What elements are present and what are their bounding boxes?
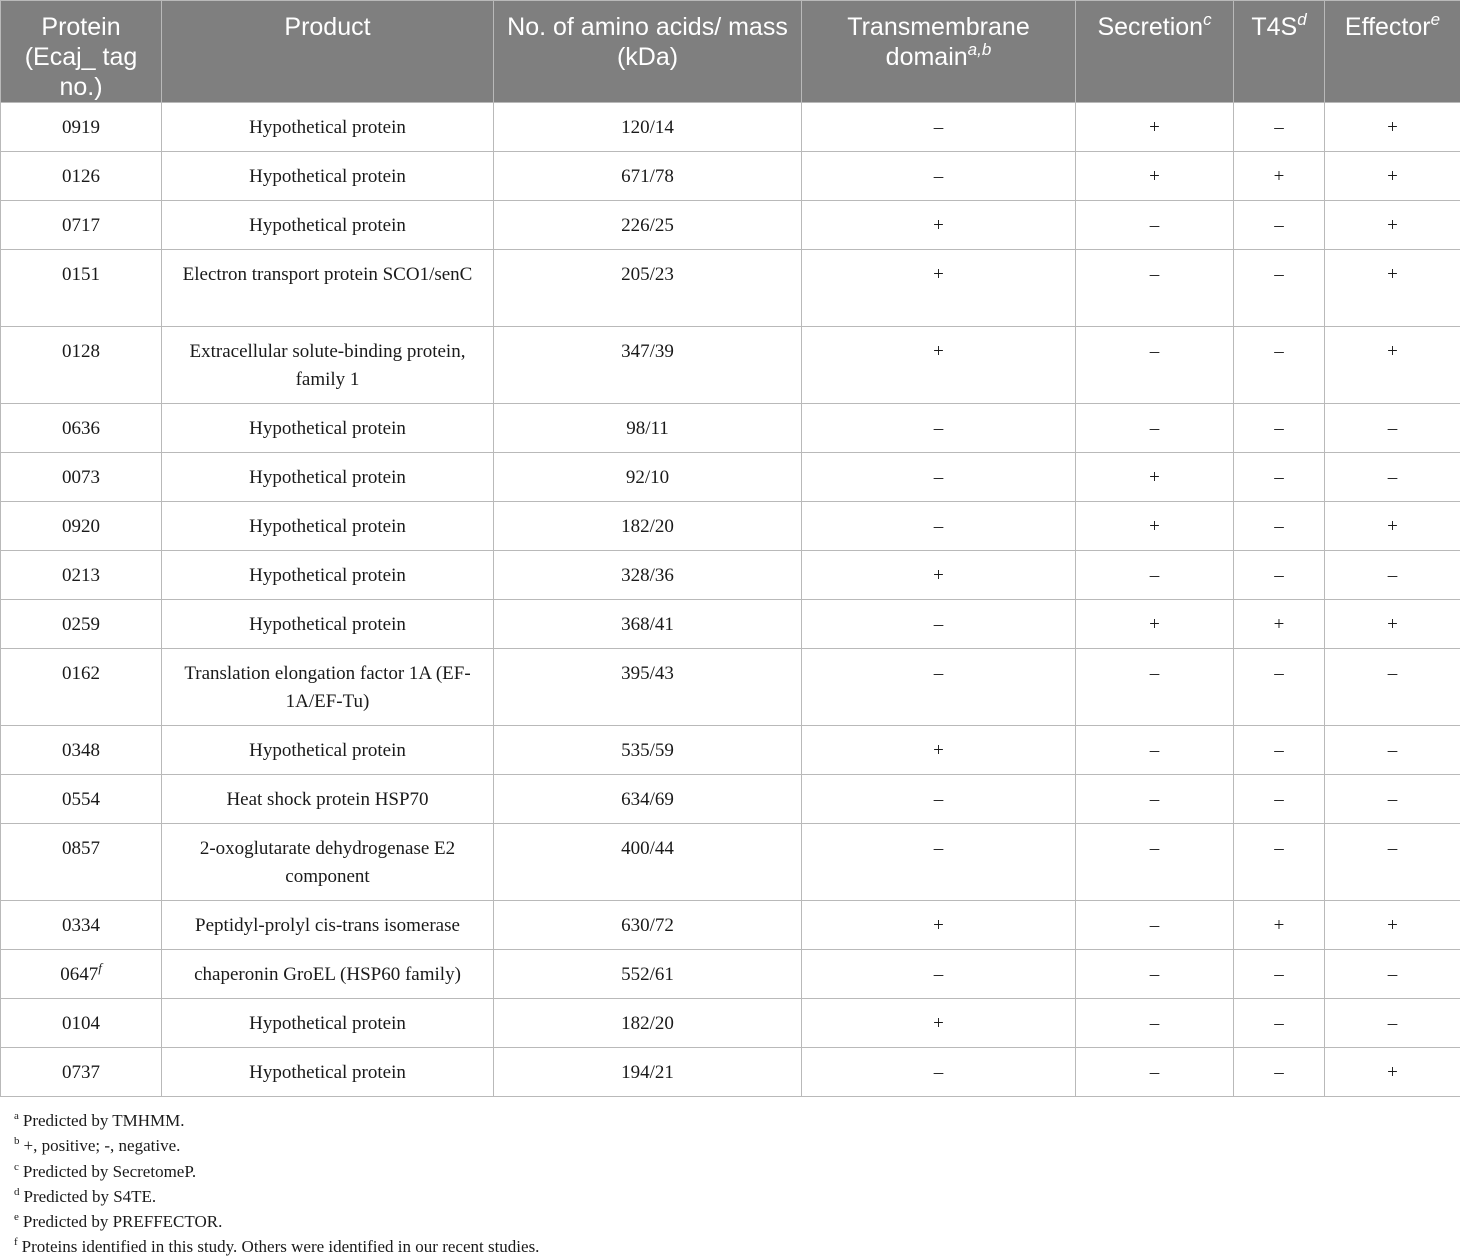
- cell-product: Peptidyl-prolyl cis-trans isomerase: [162, 901, 494, 950]
- cell-protein: 0126: [1, 152, 162, 201]
- table-row: [1, 649, 1460, 726]
- cell-effector: +: [1325, 600, 1460, 649]
- table-row: [1, 453, 1460, 502]
- cell-t4s: –: [1234, 824, 1325, 901]
- cell-t4s: +: [1234, 901, 1325, 950]
- cell-amino-acids-mass: 395/43: [494, 649, 802, 726]
- footnote: $^e$ Predicted by PREFFECTOR.: [14, 1209, 539, 1234]
- cell-effector: –: [1325, 999, 1460, 1048]
- cell-protein: 0348: [1, 726, 162, 775]
- cell-protein: 0554: [1, 775, 162, 824]
- cell-protein: 0636: [1, 404, 162, 453]
- cell-amino-acids-mass: 182/20: [494, 999, 802, 1048]
- cell-amino-acids-mass: 120/14: [494, 103, 802, 152]
- cell-protein: 0857: [1, 824, 162, 901]
- cell-amino-acids-mass: 634/69: [494, 775, 802, 824]
- cell-t4s: –: [1234, 950, 1325, 999]
- footnote: $^c$ Predicted by SecretomeP.: [14, 1159, 539, 1184]
- table-row: [1, 502, 1460, 551]
- cell-product: Hypothetical protein: [162, 726, 494, 775]
- cell-transmembrane: –: [802, 775, 1076, 824]
- table-row: [1, 201, 1460, 250]
- cell-effector: –: [1325, 404, 1460, 453]
- cell-transmembrane: +: [802, 999, 1076, 1048]
- table-row: [1, 999, 1460, 1048]
- cell-amino-acids-mass: 535/59: [494, 726, 802, 775]
- cell-amino-acids-mass: 92/10: [494, 453, 802, 502]
- cell-amino-acids-mass: 630/72: [494, 901, 802, 950]
- cell-t4s: –: [1234, 1048, 1325, 1097]
- cell-effector: +: [1325, 103, 1460, 152]
- cell-transmembrane: –: [802, 600, 1076, 649]
- cell-product: Hypothetical protein: [162, 551, 494, 600]
- cell-secretion: +: [1076, 103, 1234, 152]
- table-body: [1, 103, 1460, 1097]
- cell-transmembrane: –: [802, 649, 1076, 726]
- cell-effector: +: [1325, 327, 1460, 404]
- table-row: [1, 950, 1460, 999]
- header-protein: Protein (Ecaj_ tag no.): [1, 1, 162, 103]
- cell-product: Translation elongation factor 1A (EF-1A/EF-Tu): [162, 649, 494, 726]
- cell-amino-acids-mass: 226/25: [494, 201, 802, 250]
- cell-product: Hypothetical protein: [162, 1048, 494, 1097]
- cell-effector: –: [1325, 551, 1460, 600]
- cell-t4s: +: [1234, 152, 1325, 201]
- cell-amino-acids-mass: 98/11: [494, 404, 802, 453]
- cell-t4s: –: [1234, 726, 1325, 775]
- cell-secretion: –: [1076, 824, 1234, 901]
- table-row: [1, 103, 1460, 152]
- cell-secretion: –: [1076, 726, 1234, 775]
- cell-product: Extracellular solute-binding protein, family 1: [162, 327, 494, 404]
- header-secretion: Secretion$^c$: [1076, 1, 1234, 103]
- cell-protein: 0162: [1, 649, 162, 726]
- table-row: [1, 775, 1460, 824]
- cell-protein: 0151: [1, 250, 162, 327]
- cell-amino-acids-mass: 552/61: [494, 950, 802, 999]
- table-row: [1, 404, 1460, 453]
- cell-secretion: –: [1076, 201, 1234, 250]
- cell-amino-acids-mass: 328/36: [494, 551, 802, 600]
- cell-transmembrane: +: [802, 250, 1076, 327]
- footnote: $^f$ Proteins identified in this study. Others were identified in our recent studies.: [14, 1234, 539, 1259]
- cell-product: Electron transport protein SCO1/senC: [162, 250, 494, 327]
- footnote: $^b$ +, positive; -, negative.: [14, 1133, 539, 1158]
- cell-t4s: –: [1234, 250, 1325, 327]
- cell-t4s: –: [1234, 775, 1325, 824]
- cell-product: 2-oxoglutarate dehydrogenase E2 component: [162, 824, 494, 901]
- footnote-marker: f: [98, 960, 102, 975]
- cell-t4s: –: [1234, 327, 1325, 404]
- cell-effector: +: [1325, 502, 1460, 551]
- cell-protein: 0737: [1, 1048, 162, 1097]
- cell-effector: +: [1325, 1048, 1460, 1097]
- table-row: [1, 1048, 1460, 1097]
- cell-secretion: +: [1076, 502, 1234, 551]
- header-amino-acids-mass: No. of amino acids/ mass (kDa): [494, 1, 802, 103]
- cell-protein: 0073: [1, 453, 162, 502]
- cell-product: Hypothetical protein: [162, 103, 494, 152]
- cell-t4s: –: [1234, 103, 1325, 152]
- cell-transmembrane: –: [802, 1048, 1076, 1097]
- footnote: $^d$ Predicted by S4TE.: [14, 1184, 539, 1209]
- cell-secretion: –: [1076, 950, 1234, 999]
- cell-secretion: –: [1076, 649, 1234, 726]
- cell-transmembrane: +: [802, 551, 1076, 600]
- table-row: [1, 250, 1460, 327]
- table-row: [1, 726, 1460, 775]
- cell-secretion: +: [1076, 152, 1234, 201]
- cell-t4s: +: [1234, 600, 1325, 649]
- cell-secretion: –: [1076, 250, 1234, 327]
- cell-amino-acids-mass: 347/39: [494, 327, 802, 404]
- cell-t4s: –: [1234, 201, 1325, 250]
- cell-effector: +: [1325, 152, 1460, 201]
- footnotes: [14, 1108, 539, 1260]
- cell-product: Hypothetical protein: [162, 201, 494, 250]
- cell-secretion: +: [1076, 453, 1234, 502]
- table-header-row: [1, 1, 1460, 103]
- cell-product: Hypothetical protein: [162, 600, 494, 649]
- cell-transmembrane: –: [802, 950, 1076, 999]
- cell-effector: –: [1325, 950, 1460, 999]
- table-row: [1, 152, 1460, 201]
- cell-secretion: –: [1076, 327, 1234, 404]
- header-t4s: $T4S^d$: [1234, 1, 1325, 103]
- cell-protein: 0128: [1, 327, 162, 404]
- cell-secretion: –: [1076, 901, 1234, 950]
- cell-product: Hypothetical protein: [162, 404, 494, 453]
- cell-amino-acids-mass: 205/23: [494, 250, 802, 327]
- cell-effector: +: [1325, 201, 1460, 250]
- cell-effector: +: [1325, 901, 1460, 950]
- cell-protein: 0919: [1, 103, 162, 152]
- cell-secretion: –: [1076, 404, 1234, 453]
- cell-product: Heat shock protein HSP70: [162, 775, 494, 824]
- cell-protein: 0920: [1, 502, 162, 551]
- cell-secretion: –: [1076, 999, 1234, 1048]
- cell-protein: 0717: [1, 201, 162, 250]
- header-transmembrane-domain: Transmembrane domain$^{a,b}$: [802, 1, 1076, 103]
- table-row: [1, 551, 1460, 600]
- cell-t4s: –: [1234, 999, 1325, 1048]
- table-row: [1, 600, 1460, 649]
- cell-transmembrane: +: [802, 726, 1076, 775]
- cell-secretion: –: [1076, 551, 1234, 600]
- cell-amino-acids-mass: 671/78: [494, 152, 802, 201]
- cell-transmembrane: –: [802, 453, 1076, 502]
- cell-product: chaperonin GroEL (HSP60 family): [162, 950, 494, 999]
- cell-t4s: –: [1234, 502, 1325, 551]
- cell-protein: 0213: [1, 551, 162, 600]
- cell-amino-acids-mass: 182/20: [494, 502, 802, 551]
- cell-amino-acids-mass: 194/21: [494, 1048, 802, 1097]
- cell-amino-acids-mass: 400/44: [494, 824, 802, 901]
- cell-effector: +: [1325, 250, 1460, 327]
- cell-effector: –: [1325, 649, 1460, 726]
- cell-effector: –: [1325, 726, 1460, 775]
- cell-transmembrane: –: [802, 103, 1076, 152]
- cell-transmembrane: –: [802, 502, 1076, 551]
- cell-transmembrane: –: [802, 152, 1076, 201]
- cell-secretion: –: [1076, 1048, 1234, 1097]
- footnote: $^a$ Predicted by TMHMM.: [14, 1108, 539, 1133]
- table-row: [1, 824, 1460, 901]
- cell-protein: 0647$^f$: [1, 950, 162, 999]
- cell-effector: –: [1325, 775, 1460, 824]
- cell-secretion: –: [1076, 775, 1234, 824]
- cell-t4s: –: [1234, 649, 1325, 726]
- cell-transmembrane: +: [802, 327, 1076, 404]
- header-effector: Effector$^e$: [1325, 1, 1460, 103]
- cell-transmembrane: +: [802, 201, 1076, 250]
- table-row: [1, 901, 1460, 950]
- cell-transmembrane: –: [802, 404, 1076, 453]
- cell-product: Hypothetical protein: [162, 152, 494, 201]
- cell-effector: –: [1325, 824, 1460, 901]
- cell-amino-acids-mass: 368/41: [494, 600, 802, 649]
- cell-transmembrane: +: [802, 901, 1076, 950]
- cell-t4s: –: [1234, 404, 1325, 453]
- cell-effector: –: [1325, 453, 1460, 502]
- cell-transmembrane: –: [802, 824, 1076, 901]
- cell-t4s: –: [1234, 453, 1325, 502]
- cell-product: Hypothetical protein: [162, 453, 494, 502]
- cell-protein: 0259: [1, 600, 162, 649]
- header-product: Product: [162, 1, 494, 103]
- table-row: [1, 327, 1460, 404]
- cell-secretion: +: [1076, 600, 1234, 649]
- cell-t4s: –: [1234, 551, 1325, 600]
- cell-protein: 0104: [1, 999, 162, 1048]
- cell-product: Hypothetical protein: [162, 502, 494, 551]
- cell-product: Hypothetical protein: [162, 999, 494, 1048]
- cell-protein: 0334: [1, 901, 162, 950]
